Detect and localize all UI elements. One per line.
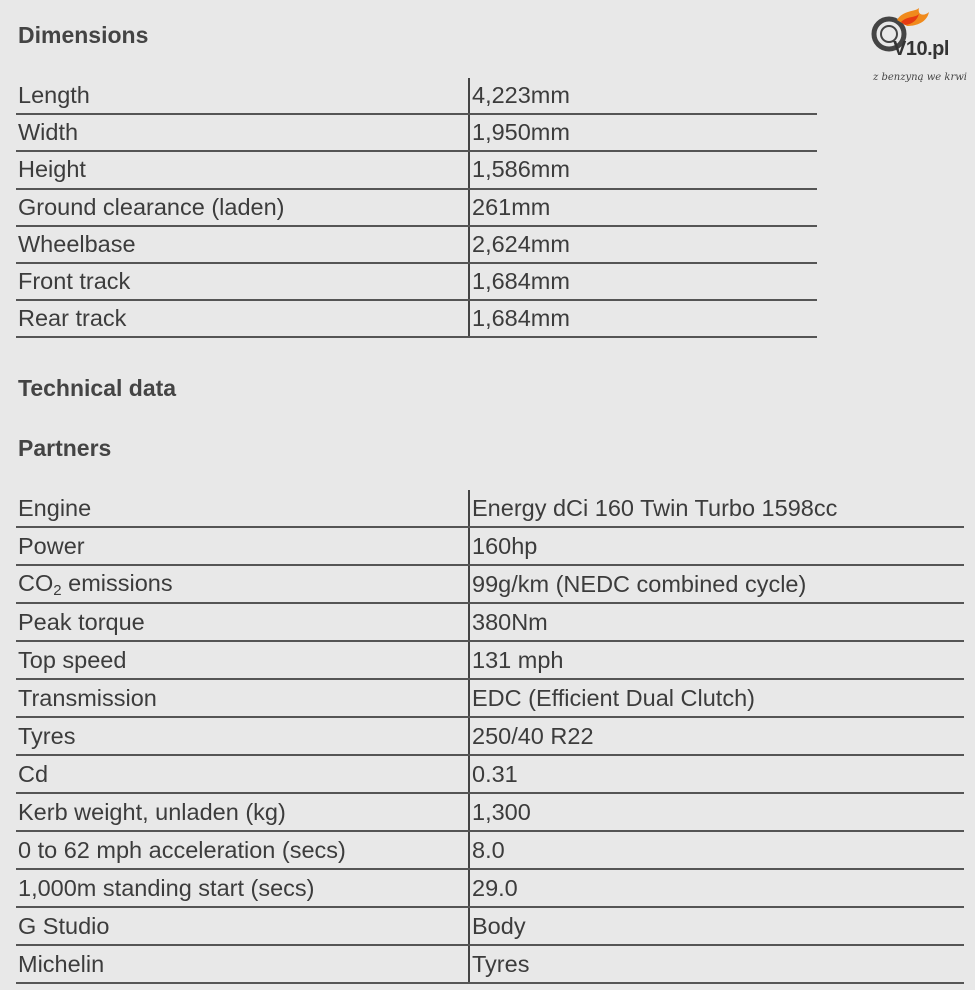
site-logo[interactable] — [867, 8, 967, 88]
technical-data-heading: Technical data — [18, 375, 177, 401]
spec-label: Height — [16, 151, 469, 188]
spec-value: 4,223mm — [469, 78, 817, 114]
spec-value: 8.0 — [469, 831, 964, 869]
spec-label: Front track — [16, 263, 469, 300]
table-row — [16, 490, 964, 527]
co2-prefix: CO — [18, 569, 54, 596]
spec-label: Michelin — [16, 945, 469, 983]
spec-value: 131 mph — [469, 641, 964, 679]
table-row — [16, 755, 964, 793]
spec-value: Tyres — [469, 945, 964, 983]
spec-label: Kerb weight, unladen (kg) — [16, 793, 469, 831]
spec-label: Cd — [16, 755, 469, 793]
spec-label: Engine — [16, 490, 469, 527]
table-row — [16, 717, 964, 755]
table-row — [16, 565, 964, 603]
dimensions-heading: Dimensions — [18, 22, 149, 48]
technical-table — [16, 490, 964, 984]
spec-label: G Studio — [16, 907, 469, 945]
table-row — [16, 226, 817, 263]
spec-value: 160hp — [469, 527, 964, 565]
spec-value: EDC (Efficient Dual Clutch) — [469, 679, 964, 717]
spec-label: Top speed — [16, 641, 469, 679]
table-row — [16, 869, 964, 907]
spec-label: 0 to 62 mph acceleration (secs) — [16, 831, 469, 869]
table-row — [16, 263, 817, 300]
table-row — [16, 151, 817, 188]
co2-suffix: emissions — [61, 569, 173, 596]
spec-value: Body — [469, 907, 964, 945]
spec-label: Ground clearance (laden) — [16, 189, 469, 226]
spec-label: Transmission — [16, 679, 469, 717]
table-row — [16, 603, 964, 641]
spec-label: Power — [16, 527, 469, 565]
table-row — [16, 527, 964, 565]
spec-label: 1,000m standing start (secs) — [16, 869, 469, 907]
table-row — [16, 300, 817, 337]
spec-value: 1,684mm — [469, 263, 817, 300]
table-row — [16, 945, 964, 983]
spec-value: 261mm — [469, 189, 817, 226]
spec-value: Energy dCi 160 Twin Turbo 1598cc — [469, 490, 964, 527]
partners-heading: Partners — [18, 435, 112, 461]
table-row — [16, 78, 817, 114]
table-row — [16, 189, 817, 226]
spec-label: Tyres — [16, 717, 469, 755]
table-row — [16, 793, 964, 831]
spec-value: 29.0 — [469, 869, 964, 907]
spec-label: Length — [16, 78, 469, 114]
dimensions-table — [16, 78, 817, 338]
table-row — [16, 907, 964, 945]
spec-label — [16, 565, 469, 603]
spec-value: 250/40 R22 — [469, 717, 964, 755]
logo-tagline: z benzyną we krwi — [873, 72, 967, 83]
spec-label: Peak torque — [16, 603, 469, 641]
spec-label: Rear track — [16, 300, 469, 337]
table-row — [16, 679, 964, 717]
table-row — [16, 641, 964, 679]
table-row — [16, 114, 817, 151]
logo-text: V10.pl — [893, 38, 949, 60]
co2-subscript: 2 — [53, 581, 62, 599]
spec-value: 1,684mm — [469, 300, 817, 337]
spec-value: 99g/km (NEDC combined cycle) — [469, 565, 964, 603]
spec-label: Wheelbase — [16, 226, 469, 263]
spec-value: 1,300 — [469, 793, 964, 831]
spec-value: 1,586mm — [469, 151, 817, 188]
spec-label: Width — [16, 114, 469, 151]
table-row — [16, 831, 964, 869]
spec-value: 0.31 — [469, 755, 964, 793]
spec-value: 2,624mm — [469, 226, 817, 263]
spec-value: 1,950mm — [469, 114, 817, 151]
spec-value: 380Nm — [469, 603, 964, 641]
